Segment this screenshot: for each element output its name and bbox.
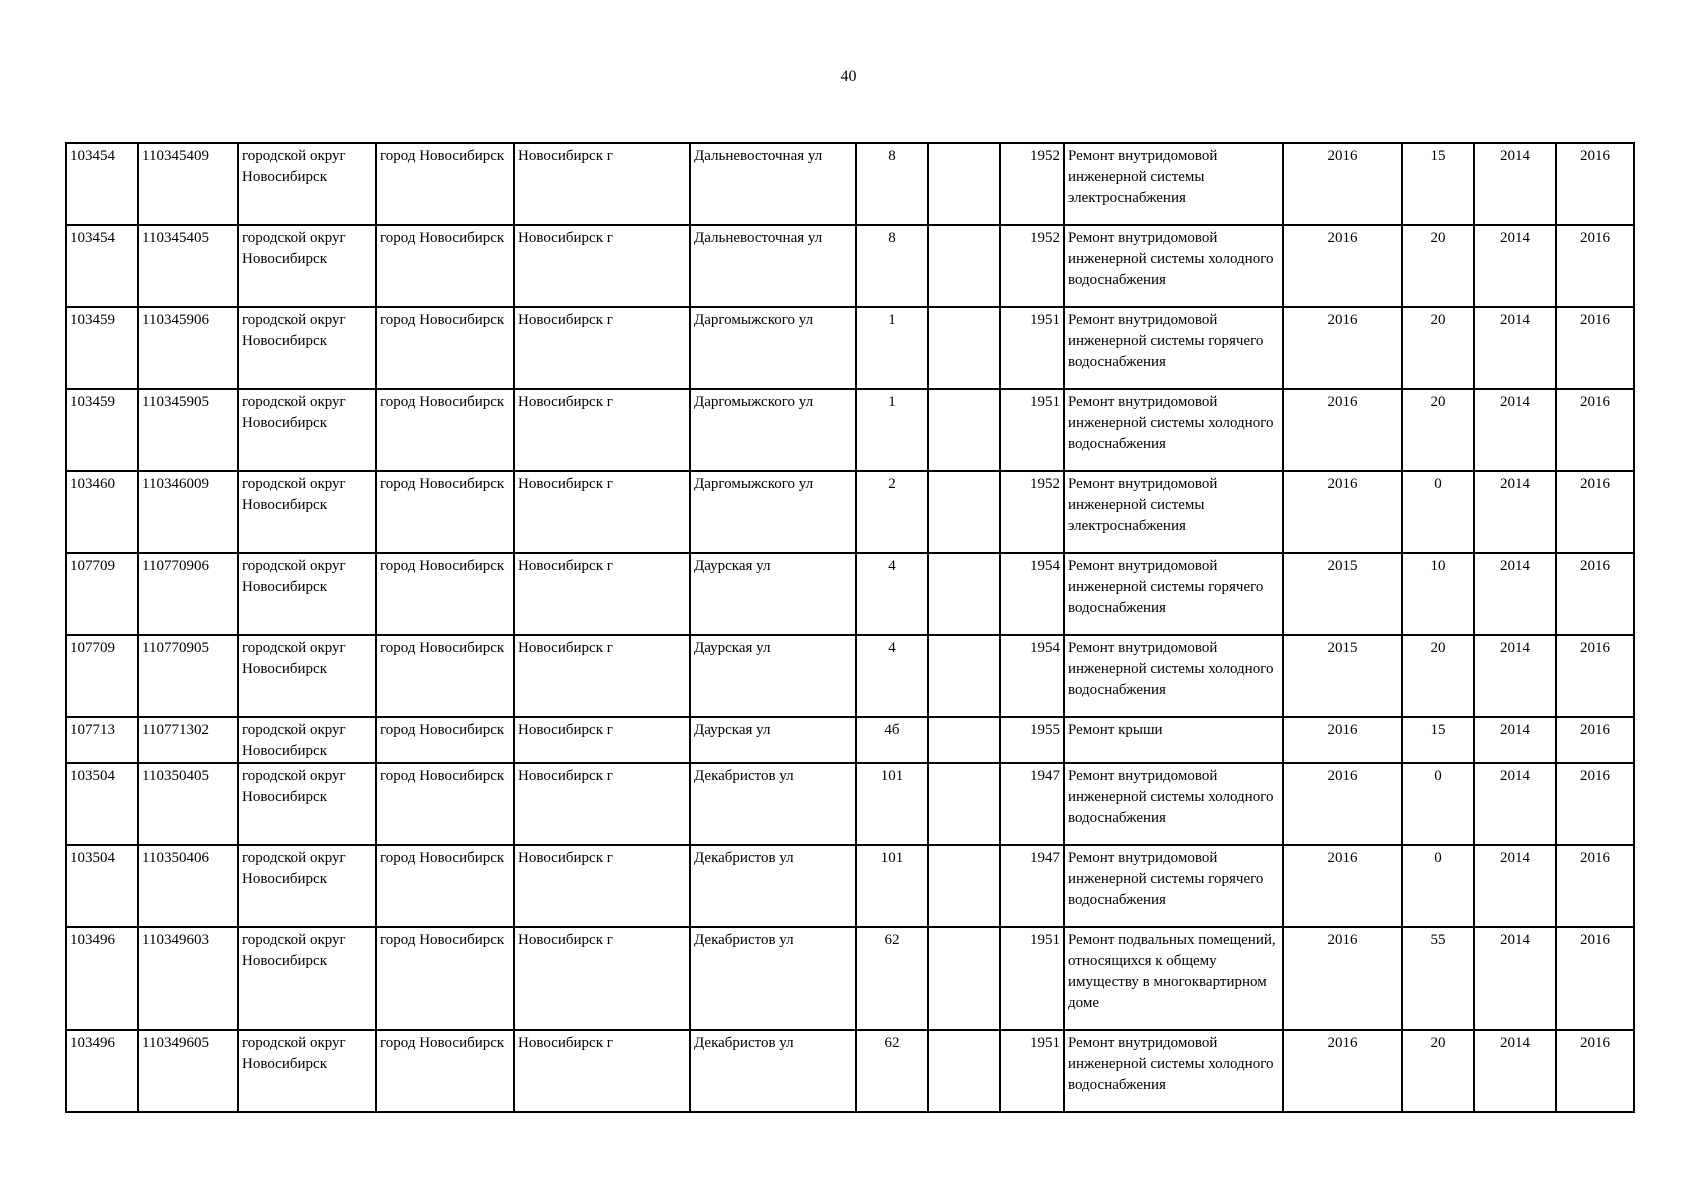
cell-street: Дальневосточная ул (690, 143, 856, 225)
cell-id: 103459 (66, 307, 138, 389)
cell-street: Даурская ул (690, 553, 856, 635)
cell-id: 103504 (66, 763, 138, 845)
cell-id: 107713 (66, 717, 138, 763)
cell-start: 2014 (1474, 471, 1556, 553)
cell-end: 2016 (1556, 225, 1634, 307)
cell-work: Ремонт внутридомовой инженерной системы холодного водоснабжения (1064, 225, 1283, 307)
cell-house: 1 (856, 307, 928, 389)
cell-plan-year: 2016 (1283, 143, 1402, 225)
cell-district: городской округ Новосибирск (238, 717, 376, 763)
cell-settlement: город Новосибирск (376, 553, 514, 635)
cell-district: городской округ Новосибирск (238, 389, 376, 471)
cell-work: Ремонт внутридомовой инженерной системы горячего водоснабжения (1064, 553, 1283, 635)
cell-year: 1952 (1000, 143, 1064, 225)
cell-wear: 15 (1402, 143, 1474, 225)
cell-settlement: город Новосибирск (376, 389, 514, 471)
cell-city: Новосибирск г (514, 1030, 690, 1112)
table-row (66, 717, 1634, 763)
cell-code: 110345906 (138, 307, 238, 389)
cell-work: Ремонт внутридомовой инженерной системы электроснабжения (1064, 471, 1283, 553)
cell-building (928, 225, 1000, 307)
cell-year: 1951 (1000, 1030, 1064, 1112)
cell-wear: 20 (1402, 225, 1474, 307)
cell-year: 1947 (1000, 845, 1064, 927)
cell-district: городской округ Новосибирск (238, 927, 376, 1030)
cell-building (928, 635, 1000, 717)
cell-id: 103460 (66, 471, 138, 553)
cell-city: Новосибирск г (514, 389, 690, 471)
cell-street: Декабристов ул (690, 845, 856, 927)
cell-city: Новосибирск г (514, 471, 690, 553)
cell-city: Новосибирск г (514, 763, 690, 845)
cell-work: Ремонт подвальных помещений, относящихся к общему имуществу в многоквартирном доме (1064, 927, 1283, 1030)
cell-street: Декабристов ул (690, 927, 856, 1030)
cell-wear: 0 (1402, 845, 1474, 927)
registry-table (65, 142, 1635, 1113)
cell-year: 1951 (1000, 307, 1064, 389)
cell-end: 2016 (1556, 763, 1634, 845)
cell-settlement: город Новосибирск (376, 225, 514, 307)
cell-plan-year: 2016 (1283, 225, 1402, 307)
cell-code: 110350406 (138, 845, 238, 927)
cell-year: 1951 (1000, 927, 1064, 1030)
cell-wear: 20 (1402, 389, 1474, 471)
cell-street: Даргомыжского ул (690, 471, 856, 553)
table-row (66, 307, 1634, 389)
cell-house: 101 (856, 845, 928, 927)
cell-wear: 0 (1402, 471, 1474, 553)
cell-plan-year: 2016 (1283, 927, 1402, 1030)
cell-street: Даргомыжского ул (690, 389, 856, 471)
cell-year: 1952 (1000, 471, 1064, 553)
cell-settlement: город Новосибирск (376, 1030, 514, 1112)
cell-id: 103496 (66, 1030, 138, 1112)
cell-start: 2014 (1474, 717, 1556, 763)
cell-id: 103496 (66, 927, 138, 1030)
cell-street: Декабристов ул (690, 1030, 856, 1112)
cell-end: 2016 (1556, 553, 1634, 635)
cell-start: 2014 (1474, 225, 1556, 307)
table-row (66, 553, 1634, 635)
cell-city: Новосибирск г (514, 845, 690, 927)
cell-building (928, 471, 1000, 553)
cell-street: Даргомыжского ул (690, 307, 856, 389)
table-row (66, 845, 1634, 927)
cell-code: 110346009 (138, 471, 238, 553)
table-row (66, 635, 1634, 717)
cell-house: 4 (856, 553, 928, 635)
cell-plan-year: 2016 (1283, 845, 1402, 927)
cell-work: Ремонт внутридомовой инженерной системы горячего водоснабжения (1064, 845, 1283, 927)
cell-id: 103454 (66, 143, 138, 225)
cell-settlement: город Новосибирск (376, 307, 514, 389)
cell-settlement: город Новосибирск (376, 717, 514, 763)
cell-building (928, 143, 1000, 225)
cell-wear: 20 (1402, 307, 1474, 389)
cell-work: Ремонт внутридомовой инженерной системы холодного водоснабжения (1064, 635, 1283, 717)
cell-building (928, 927, 1000, 1030)
page-number: 40 (840, 68, 857, 85)
cell-start: 2014 (1474, 389, 1556, 471)
cell-city: Новосибирск г (514, 717, 690, 763)
cell-house: 8 (856, 225, 928, 307)
cell-start: 2014 (1474, 927, 1556, 1030)
cell-house: 1 (856, 389, 928, 471)
cell-city: Новосибирск г (514, 307, 690, 389)
cell-building (928, 389, 1000, 471)
cell-street: Дальневосточная ул (690, 225, 856, 307)
cell-wear: 15 (1402, 717, 1474, 763)
cell-end: 2016 (1556, 389, 1634, 471)
cell-start: 2014 (1474, 307, 1556, 389)
cell-end: 2016 (1556, 471, 1634, 553)
cell-id: 107709 (66, 635, 138, 717)
cell-wear: 0 (1402, 763, 1474, 845)
cell-district: городской округ Новосибирск (238, 471, 376, 553)
cell-street: Декабристов ул (690, 763, 856, 845)
cell-end: 2016 (1556, 717, 1634, 763)
cell-city: Новосибирск г (514, 143, 690, 225)
cell-settlement: город Новосибирск (376, 845, 514, 927)
cell-city: Новосибирск г (514, 927, 690, 1030)
cell-settlement: город Новосибирск (376, 763, 514, 845)
cell-settlement: город Новосибирск (376, 143, 514, 225)
cell-end: 2016 (1556, 845, 1634, 927)
cell-code: 110770906 (138, 553, 238, 635)
cell-end: 2016 (1556, 307, 1634, 389)
cell-plan-year: 2015 (1283, 635, 1402, 717)
cell-id: 103459 (66, 389, 138, 471)
cell-work: Ремонт внутридомовой инженерной системы холодного водоснабжения (1064, 763, 1283, 845)
cell-work: Ремонт крыши (1064, 717, 1283, 763)
cell-code: 110345905 (138, 389, 238, 471)
cell-house: 2 (856, 471, 928, 553)
cell-start: 2014 (1474, 1030, 1556, 1112)
cell-district: городской округ Новосибирск (238, 763, 376, 845)
cell-code: 110350405 (138, 763, 238, 845)
cell-year: 1952 (1000, 225, 1064, 307)
cell-house: 62 (856, 927, 928, 1030)
cell-year: 1955 (1000, 717, 1064, 763)
cell-work: Ремонт внутридомовой инженерной системы горячего водоснабжения (1064, 307, 1283, 389)
cell-city: Новосибирск г (514, 553, 690, 635)
cell-plan-year: 2016 (1283, 763, 1402, 845)
cell-street: Даурская ул (690, 635, 856, 717)
cell-district: городской округ Новосибирск (238, 1030, 376, 1112)
cell-building (928, 763, 1000, 845)
cell-house: 4б (856, 717, 928, 763)
cell-code: 110349605 (138, 1030, 238, 1112)
cell-city: Новосибирск г (514, 225, 690, 307)
cell-id: 107709 (66, 553, 138, 635)
cell-end: 2016 (1556, 143, 1634, 225)
cell-year: 1947 (1000, 763, 1064, 845)
table-row (66, 927, 1634, 1030)
cell-settlement: город Новосибирск (376, 635, 514, 717)
cell-district: городской округ Новосибирск (238, 553, 376, 635)
cell-plan-year: 2016 (1283, 471, 1402, 553)
table-row (66, 225, 1634, 307)
cell-wear: 55 (1402, 927, 1474, 1030)
cell-start: 2014 (1474, 143, 1556, 225)
cell-building (928, 553, 1000, 635)
cell-house: 8 (856, 143, 928, 225)
cell-plan-year: 2015 (1283, 553, 1402, 635)
cell-start: 2014 (1474, 635, 1556, 717)
cell-settlement: город Новосибирск (376, 927, 514, 1030)
cell-building (928, 717, 1000, 763)
cell-wear: 20 (1402, 635, 1474, 717)
cell-plan-year: 2016 (1283, 307, 1402, 389)
cell-year: 1954 (1000, 635, 1064, 717)
cell-start: 2014 (1474, 763, 1556, 845)
cell-plan-year: 2016 (1283, 717, 1402, 763)
cell-building (928, 845, 1000, 927)
cell-settlement: город Новосибирск (376, 471, 514, 553)
cell-code: 110345405 (138, 225, 238, 307)
cell-house: 62 (856, 1030, 928, 1112)
table-row (66, 143, 1634, 225)
cell-work: Ремонт внутридомовой инженерной системы электроснабжения (1064, 143, 1283, 225)
cell-work: Ремонт внутридомовой инженерной системы холодного водоснабжения (1064, 1030, 1283, 1112)
cell-building (928, 307, 1000, 389)
cell-house: 101 (856, 763, 928, 845)
cell-id: 103454 (66, 225, 138, 307)
cell-building (928, 1030, 1000, 1112)
cell-wear: 10 (1402, 553, 1474, 635)
cell-end: 2016 (1556, 635, 1634, 717)
cell-start: 2014 (1474, 553, 1556, 635)
cell-wear: 20 (1402, 1030, 1474, 1112)
cell-year: 1954 (1000, 553, 1064, 635)
cell-id: 103504 (66, 845, 138, 927)
cell-start: 2014 (1474, 845, 1556, 927)
cell-work: Ремонт внутридомовой инженерной системы холодного водоснабжения (1064, 389, 1283, 471)
cell-end: 2016 (1556, 1030, 1634, 1112)
cell-plan-year: 2016 (1283, 1030, 1402, 1112)
cell-street: Даурская ул (690, 717, 856, 763)
cell-city: Новосибирск г (514, 635, 690, 717)
table-row (66, 763, 1634, 845)
cell-code: 110349603 (138, 927, 238, 1030)
cell-plan-year: 2016 (1283, 389, 1402, 471)
cell-end: 2016 (1556, 927, 1634, 1030)
cell-code: 110771302 (138, 717, 238, 763)
cell-year: 1951 (1000, 389, 1064, 471)
cell-house: 4 (856, 635, 928, 717)
table-row (66, 389, 1634, 471)
cell-district: городской округ Новосибирск (238, 143, 376, 225)
cell-code: 110345409 (138, 143, 238, 225)
cell-district: городской округ Новосибирск (238, 307, 376, 389)
cell-code: 110770905 (138, 635, 238, 717)
cell-district: городской округ Новосибирск (238, 635, 376, 717)
table-row (66, 1030, 1634, 1112)
table-row (66, 471, 1634, 553)
cell-district: городской округ Новосибирск (238, 225, 376, 307)
cell-district: городской округ Новосибирск (238, 845, 376, 927)
